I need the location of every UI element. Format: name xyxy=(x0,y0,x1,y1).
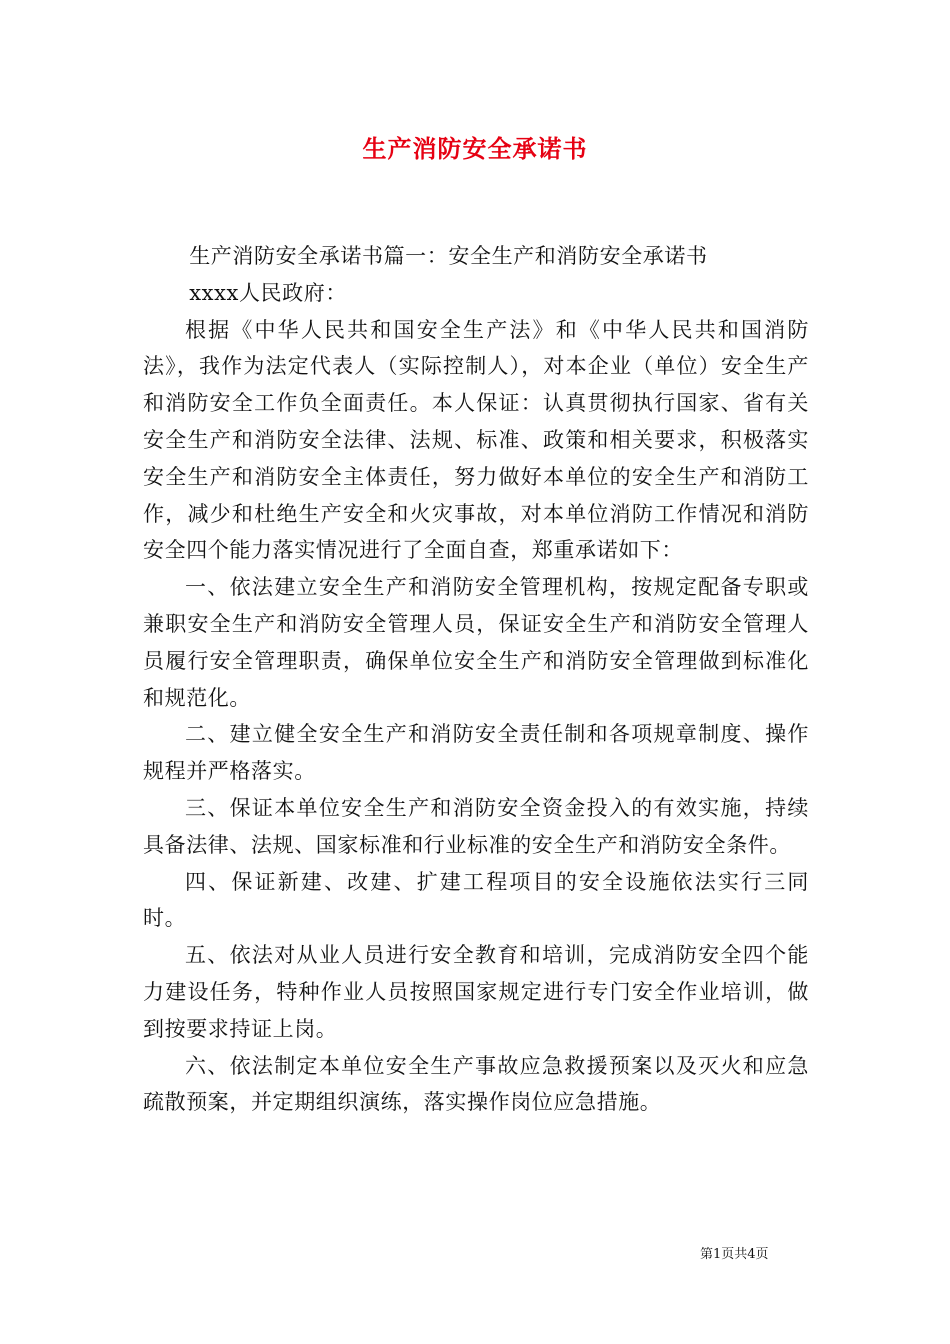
body-paragraph: 根据《中华人民共和国安全生产法》和《中华人民共和国消防法》，我作为法定代表人（实际控制人），对本企业（单位）安全生产和消防安全工作负全面责任。本人保证：认真贯彻执行国家、省有关安全生产和消防安全法律、法规、标准、政策和相关要求，积极落实安全生产和消防安全主体责任，努力做好本单位的安全生产和消防工作，减少和杜绝生产安全和火灾事故，对本单位消防工作情况和消防安全四个能力落实情况进行了全面自查，郑重承诺如下： xyxy=(143,317,809,563)
body-paragraph: 六、依法制定本单位安全生产事故应急救援预案以及灭火和应急疏散预案，并定期组织演练，落实操作岗位应急措施。 xyxy=(143,1053,809,1115)
body-paragraph: 四、保证新建、改建、扩建工程项目的安全设施依法实行三同时。 xyxy=(143,869,809,931)
page-number: 第1页共4页 xyxy=(700,1247,769,1262)
body-paragraph: 一、依法建立安全生产和消防安全管理机构，按规定配备专职或兼职安全生产和消防安全管理人员，保证安全生产和消防安全管理人员履行安全管理职责，确保单位安全生产和消防安全管理做到标准化和规范化。 xyxy=(143,575,809,710)
body-paragraph: 二、建立健全安全生产和消防安全责任制和各项规章制度、操作规程并严格落实。 xyxy=(143,722,809,784)
body-paragraph: 五、依法对从业人员进行安全教育和培训，完成消防安全四个能力建设任务，特种作业人员按照国家规定进行专门安全作业培训，做到按要求持证上岗。 xyxy=(143,943,809,1041)
body-paragraph: 三、保证本单位安全生产和消防安全资金投入的有效实施，持续具备法律、法规、国家标准和行业标准的安全生产和消防安全条件。 xyxy=(143,795,809,857)
addressee-paragraph: xxxx人民政府： xyxy=(189,280,347,305)
document-title: 生产消防安全承诺书 xyxy=(362,134,588,163)
subtitle-paragraph: 生产消防安全承诺书篇一：安全生产和消防安全承诺书 xyxy=(189,244,708,268)
document-body xyxy=(143,238,809,1121)
